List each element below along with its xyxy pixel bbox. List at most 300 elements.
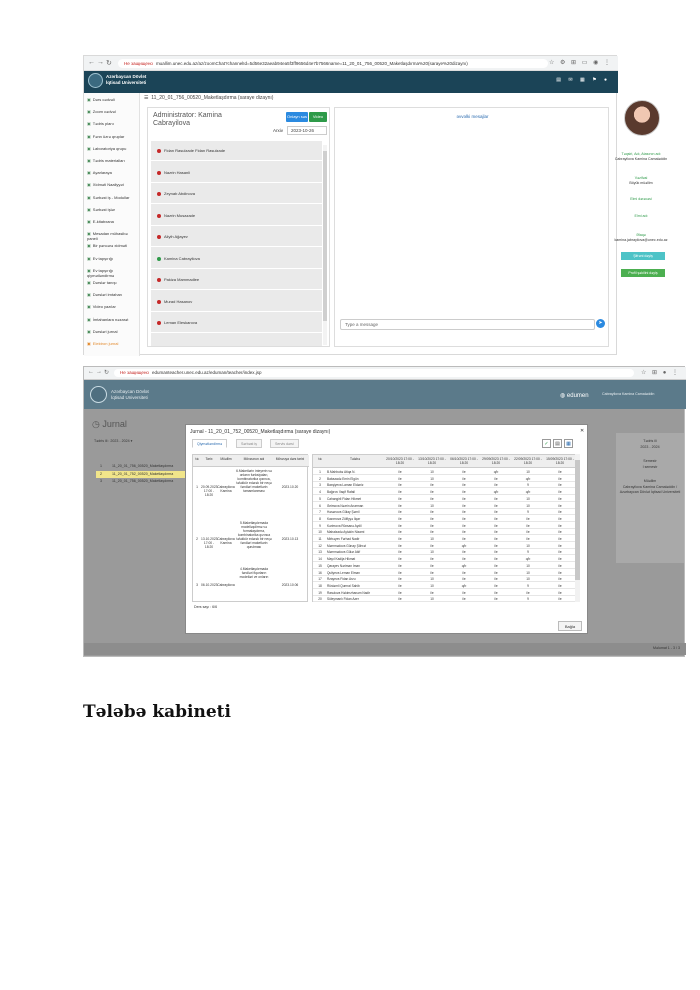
sidebar-item[interactable] xyxy=(87,219,139,224)
column-header[interactable]: 29/09/2023 17:00 - 18:20 xyxy=(482,457,510,465)
grade-cell[interactable]: 9 xyxy=(527,510,529,515)
grade-cell[interactable]: 10 xyxy=(430,537,434,541)
browser-extension-icons[interactable]: ☆ ⊞ ● ⋮ xyxy=(640,370,680,376)
grade-cell[interactable]: i/e xyxy=(462,597,466,602)
grade-cell[interactable]: i/e xyxy=(558,496,562,501)
grade-cell[interactable]: i/e xyxy=(494,496,498,501)
sidebar-item[interactable] xyxy=(87,182,139,187)
profile-value: Böyük müəllim xyxy=(629,180,653,185)
reload-icon[interactable]: ↻ xyxy=(106,60,112,67)
participant-item[interactable] xyxy=(151,313,322,333)
sidebar-item[interactable] xyxy=(87,231,139,241)
table-row[interactable] xyxy=(313,576,578,582)
grade-cell[interactable]: i/e xyxy=(430,557,434,562)
back-icon[interactable]: ← xyxy=(88,59,95,66)
grade-cell[interactable]: i/e xyxy=(526,516,530,521)
grade-cell[interactable]: i/e xyxy=(558,476,562,481)
breadcrumb: ☰ 11_20_01_756_00520_Maketlaşdırma (saraye dizaynı) xyxy=(144,95,274,101)
participant-name: Kamina Cabrayilova xyxy=(164,255,200,261)
address-url: edumanteacher.unec.edu.az/eduman/teacher/index.jsp xyxy=(151,370,262,375)
grade-cell[interactable]: 9 xyxy=(527,597,529,602)
status-dot xyxy=(157,257,161,261)
pager-bar xyxy=(84,643,686,655)
grade-cell[interactable]: i/e xyxy=(558,470,562,474)
university-header xyxy=(84,71,618,93)
grade-cell[interactable]: 10 xyxy=(526,503,530,508)
grade-cell[interactable]: 10 xyxy=(526,577,530,582)
grade-cell[interactable]: i/e xyxy=(494,590,498,595)
grade-cell[interactable]: i/e xyxy=(526,537,530,541)
menu-icon: ▣ xyxy=(87,97,91,102)
column-header[interactable]: Tarix xyxy=(205,457,213,461)
close-button[interactable]: Bağla xyxy=(558,621,582,631)
change-photo-button[interactable]: Profil şəkilini dəyiş xyxy=(621,269,665,277)
sidebar-item-label: Ev tapşırığı xyxy=(92,255,114,261)
grade-cell[interactable]: i/e xyxy=(430,543,434,548)
grade-cell[interactable]: i/e xyxy=(398,583,402,588)
grade-cell[interactable]: i/e xyxy=(398,550,402,555)
grade-cell[interactable]: i/e xyxy=(398,510,402,515)
export-icons xyxy=(542,439,582,451)
browser-toolbar xyxy=(84,367,686,380)
row-number: 9 xyxy=(319,523,321,528)
row-number: 3 xyxy=(100,479,102,483)
grade-cell[interactable]: i/e xyxy=(398,516,402,521)
table-row[interactable] xyxy=(313,583,578,589)
grade-cell[interactable]: i/e xyxy=(398,496,402,501)
lesson-cell: 3 xyxy=(196,583,198,587)
university-name: Azərbaycan Dövlət İqtisad Universiteti xyxy=(106,74,147,85)
grade-cell[interactable]: i/e xyxy=(558,597,562,602)
address-bar[interactable] xyxy=(114,369,634,377)
sidebar-item[interactable] xyxy=(87,256,139,261)
row-number: 20 xyxy=(318,597,322,602)
row-number: 10 xyxy=(318,530,322,535)
grade-cell[interactable]: i/e xyxy=(494,577,498,582)
sidebar xyxy=(84,93,140,356)
year-filter[interactable]: Tədris ili : 2023 - 2024 ▾ xyxy=(94,439,133,443)
participant-item[interactable] xyxy=(151,163,322,183)
table-row[interactable] xyxy=(313,529,578,535)
grade-cell[interactable]: 10 xyxy=(526,496,530,501)
student-name: Süleymanlı Fidan Azer xyxy=(327,597,359,602)
menu-icon: ▣ xyxy=(87,219,91,224)
participant-list xyxy=(151,141,322,346)
journal-modal xyxy=(185,424,588,634)
student-name: B.Mahbubə Atiqa N. xyxy=(327,470,356,474)
grade-cell[interactable]: 10 xyxy=(430,503,434,508)
sidebar-item[interactable] xyxy=(87,134,139,139)
participant-item[interactable] xyxy=(151,249,322,269)
grade-cell[interactable]: i/e xyxy=(494,570,498,575)
column-header[interactable]: Tələbə xyxy=(349,457,361,461)
column-header[interactable]: 13/10/2023 17:00 - 18:20 xyxy=(418,457,446,465)
grade-cell[interactable]: i/e xyxy=(494,557,498,562)
table-row[interactable] xyxy=(313,482,578,488)
sidebar-item[interactable] xyxy=(87,195,139,200)
grade-cell[interactable]: i/e xyxy=(398,523,402,528)
info-text: I semestr xyxy=(642,465,658,469)
grade-cell[interactable]: i/e xyxy=(558,503,562,508)
video-button[interactable]: Video xyxy=(309,112,327,122)
grade-cell[interactable]: i/e xyxy=(494,523,498,528)
column-header[interactable]: Mövzunun adı xyxy=(243,457,265,461)
grade-cell[interactable]: i/e xyxy=(558,557,562,562)
grade-cell[interactable]: i/e xyxy=(398,503,402,508)
app-name: ◍ edumen xyxy=(560,393,589,399)
grade-cell[interactable]: i/e xyxy=(494,530,498,535)
grades-table xyxy=(312,454,577,602)
grade-cell[interactable]: i/e xyxy=(430,563,434,568)
grade-cell[interactable]: i/e xyxy=(494,537,498,541)
grade-cell[interactable]: i/e xyxy=(494,583,498,588)
sidebar-item[interactable] xyxy=(87,97,139,102)
column-header[interactable]: № xyxy=(195,457,199,461)
grade-cell[interactable]: i/e xyxy=(462,503,466,508)
grade-cell[interactable]: i/e xyxy=(558,530,562,535)
messages-panel xyxy=(334,107,609,347)
grades-scrollbar[interactable] xyxy=(575,454,580,602)
lesson-cell: 4.Maketlaşdırmada fəndləri fiqurların modelləri ve onların xyxy=(239,567,269,579)
chat-screenshot xyxy=(83,55,668,355)
date-label: Arxiv xyxy=(273,128,283,133)
column-header[interactable]: 22/09/2023 17:00 - 18:20 xyxy=(514,457,542,465)
course-name: 11_20_01_756_00520_Maketlaşdırma xyxy=(112,479,174,483)
change-password-button[interactable]: Şifrəni dəyiş xyxy=(621,252,665,260)
column-header[interactable]: 15/09/2023 17:00 - 18:20 xyxy=(546,457,574,465)
grade-cell[interactable]: 10 xyxy=(526,543,530,548)
participant-item[interactable] xyxy=(151,292,322,312)
student-name: Mirbəyev Fərhad Nadir xyxy=(327,537,360,541)
grade-cell[interactable]: i/e xyxy=(462,577,466,582)
table-row[interactable] xyxy=(313,476,578,482)
sidebar-item[interactable] xyxy=(87,341,139,346)
student-name: Baxşiyeva Laman Eldəniz xyxy=(327,483,364,488)
column-header[interactable]: № xyxy=(318,457,322,461)
grade-cell[interactable]: i/e xyxy=(398,557,402,562)
sidebar-item-label: Mesadan mühasibə paneli xyxy=(87,231,128,242)
document-icon[interactable]: ▤ xyxy=(553,439,562,448)
university-logo xyxy=(90,386,107,403)
status-dot xyxy=(157,235,161,239)
grade-cell[interactable]: i/e xyxy=(430,523,434,528)
sidebar-item[interactable] xyxy=(87,304,139,309)
profile-line xyxy=(611,176,671,185)
grade-cell[interactable]: i/e xyxy=(462,476,466,481)
sidebar-item[interactable] xyxy=(87,268,139,278)
grade-cell[interactable]: i/e xyxy=(398,483,402,488)
grade-cell[interactable]: 10 xyxy=(526,563,530,568)
grade-cell[interactable]: i/e xyxy=(494,516,498,521)
grade-cell[interactable]: i/e xyxy=(398,597,402,602)
sidebar-item[interactable] xyxy=(87,121,139,126)
sidebar-item-label: Dərsləri jurnal xyxy=(92,328,118,334)
row-number: 17 xyxy=(318,577,322,582)
column-header[interactable]: Mövzuya dərs tarixi xyxy=(275,457,305,461)
sidebar-item-label: Dərsləri imtahan xyxy=(92,292,122,298)
grade-cell[interactable]: i/e xyxy=(494,483,498,488)
grade-cell[interactable]: i/e xyxy=(398,570,402,575)
grade-cell[interactable]: 10 xyxy=(430,583,434,588)
grade-cell[interactable]: 10 xyxy=(526,470,530,474)
grade-cell[interactable]: i/e xyxy=(494,476,498,481)
online-voice-button[interactable]: Onlayn səs xyxy=(286,112,308,122)
course-name: 11_20_01_756_00520_Maketlaşdırma xyxy=(112,464,174,468)
table-row[interactable] xyxy=(313,489,578,495)
grade-cell[interactable]: i/e xyxy=(430,490,434,495)
grade-cell[interactable]: i/e xyxy=(462,510,466,515)
participant-item[interactable] xyxy=(151,270,322,290)
sidebar-item[interactable] xyxy=(87,207,139,212)
column-header[interactable]: 20/10/2023 17:00 - 18:20 xyxy=(386,457,414,465)
user-name[interactable]: Cabrayilova Kamina Camaləddin xyxy=(602,392,655,396)
lessons-table xyxy=(192,454,308,602)
sidebar-item-label: Fənn üzrə qruplar xyxy=(92,133,125,139)
grade-cell[interactable]: i/e xyxy=(494,597,498,602)
sidebar-item[interactable] xyxy=(87,317,139,322)
student-name: Mahalzadə Aytəkin Nizami xyxy=(327,530,365,535)
grade-cell[interactable]: i/e xyxy=(398,543,402,548)
participants-panel xyxy=(147,107,330,347)
participant-item[interactable] xyxy=(151,184,322,204)
address-url: muallim.unec.edu.az/az/zoomChat?channelId=5d56e32aeab94ea5f3ff9656d4e7b7566name=11_20_01_756_00520_Maketlaşdırma%20(saraye%20dizaynı) xyxy=(155,61,468,66)
address-bar[interactable] xyxy=(118,59,548,68)
grade-cell[interactable]: i/e xyxy=(558,516,562,521)
grade-cell[interactable]: i/e xyxy=(430,510,434,515)
sidebar-item-label: Tədris planı xyxy=(92,121,114,127)
grade-cell[interactable]: i/e xyxy=(430,590,434,595)
grade-cell[interactable]: i/e xyxy=(462,557,466,562)
lesson-cell: 1 xyxy=(196,485,198,489)
lesson-cell: 2023.10.13 xyxy=(281,537,299,541)
grade-cell[interactable]: i/e xyxy=(462,530,466,535)
student-name: Məmmədova Günay Şöhrət xyxy=(327,543,366,548)
sidebar-item[interactable] xyxy=(87,158,139,163)
excel-icon[interactable]: ▦ xyxy=(564,439,573,448)
table-row[interactable] xyxy=(313,496,578,502)
column-header[interactable]: 06/10/2023 17:00 - 18:20 xyxy=(450,457,478,465)
profile-line xyxy=(611,197,671,202)
lesson-count: Ders sayı : 6/6 xyxy=(194,605,218,609)
grade-cell[interactable]: i/e xyxy=(462,470,466,474)
grade-cell[interactable]: q/b xyxy=(525,557,531,562)
grade-cell[interactable]: i/e xyxy=(558,490,562,495)
grade-cell[interactable]: i/e xyxy=(558,563,562,568)
grade-cell[interactable]: i/e xyxy=(430,483,434,488)
grade-cell[interactable]: i/e xyxy=(430,516,434,521)
participant-item[interactable] xyxy=(151,227,322,247)
grade-cell[interactable]: 10 xyxy=(430,577,434,582)
student-name: Babazadə Emin Elgün xyxy=(327,476,359,481)
lesson-cell: Cabrayilova Kamina xyxy=(217,537,235,545)
menu-icon: ▣ xyxy=(87,292,91,298)
status-dot xyxy=(157,321,161,325)
message-input[interactable]: Type a message xyxy=(340,319,595,330)
grade-cell[interactable]: i/e xyxy=(558,537,562,541)
grade-cell[interactable]: i/e xyxy=(558,583,562,588)
table-row[interactable] xyxy=(313,590,578,596)
grade-cell[interactable]: i/e xyxy=(558,510,562,515)
grade-cell[interactable]: i/e xyxy=(398,563,402,568)
sidebar-item[interactable] xyxy=(87,243,139,248)
pager-info: Məlumat 1 - 3 / 3 xyxy=(653,646,680,650)
grade-cell[interactable]: i/e xyxy=(398,577,402,582)
participant-item[interactable] xyxy=(151,141,322,161)
menu-icon: ▣ xyxy=(87,231,91,237)
grade-cell[interactable]: i/e xyxy=(398,590,402,595)
row-number: 18 xyxy=(318,583,322,588)
table-row[interactable] xyxy=(313,469,578,475)
grade-cell[interactable]: q/b xyxy=(525,476,531,481)
profile-line xyxy=(611,152,671,161)
grade-cell[interactable]: i/e xyxy=(398,490,402,495)
grade-cell[interactable]: i/e xyxy=(558,577,562,582)
sidebar-item[interactable] xyxy=(87,109,139,114)
table-row[interactable] xyxy=(313,570,578,576)
grade-cell[interactable]: i/e xyxy=(398,470,402,474)
menu-icon: ▣ xyxy=(87,194,91,200)
check-icon[interactable]: ✓ xyxy=(542,439,551,448)
sidebar-item[interactable] xyxy=(87,170,139,175)
sidebar-item[interactable] xyxy=(87,280,139,285)
grade-cell[interactable]: i/e xyxy=(462,570,466,575)
info-text: Cabrayilova Kamina Camaləddin / Azərbaycan Dövlət İqtisad Universiteti xyxy=(619,485,681,494)
grade-cell[interactable]: i/e xyxy=(558,550,562,555)
tab-independent-work[interactable]: Sərbəst iş xyxy=(236,439,262,448)
grade-cell[interactable]: i/e xyxy=(462,537,466,541)
table-row[interactable] xyxy=(313,549,578,555)
student-name: Bağırov Vaqif Rafail xyxy=(327,490,355,495)
forward-icon[interactable]: → xyxy=(96,369,102,375)
table-row[interactable] xyxy=(313,503,578,509)
lesson-cell: 06.10.2023 xyxy=(201,583,218,587)
profile-line xyxy=(611,233,671,242)
grade-cell[interactable]: i/e xyxy=(462,523,466,528)
grade-cell[interactable]: i/e xyxy=(558,483,562,488)
grade-cell[interactable]: i/e xyxy=(526,530,530,535)
grade-cell[interactable]: q/b xyxy=(461,543,467,548)
student-name: Əzimova Nəzrin Anarman xyxy=(327,503,364,508)
student-name: Həsənova Gülay Şəmil xyxy=(327,510,360,515)
sidebar-item[interactable] xyxy=(87,292,139,297)
grade-cell[interactable]: i/e xyxy=(430,496,434,501)
grade-cell[interactable]: i/e xyxy=(462,496,466,501)
grade-cell[interactable]: 10 xyxy=(430,476,434,481)
journal-screenshot xyxy=(83,366,685,657)
table-row[interactable] xyxy=(313,516,578,522)
grade-cell[interactable]: 10 xyxy=(430,550,434,555)
grade-cell[interactable]: q/b xyxy=(461,563,467,568)
back-icon[interactable]: ← xyxy=(88,369,94,375)
previous-messages-link[interactable]: əvvəlki mesajlar xyxy=(456,114,489,119)
column-header[interactable]: Müəllim xyxy=(220,457,232,461)
grade-cell[interactable]: i/e xyxy=(462,550,466,555)
grade-cell[interactable]: 9 xyxy=(527,483,529,488)
grade-cell[interactable]: 10 xyxy=(430,470,434,474)
lesson-cell: 6.Maketlərin inteyerin və onların funksiyaları, kombinatorika qızınca, təfəkkür edərək bir neçə fəndləri maketlərin tamamlanması xyxy=(236,469,272,493)
participant-name: Zeynab Abdinova xyxy=(164,191,195,196)
student-name: Rüstəmli Qumral Sahib xyxy=(327,583,360,588)
sidebar-item[interactable] xyxy=(87,329,139,334)
close-icon[interactable]: ✕ xyxy=(580,428,585,434)
grade-cell[interactable]: i/e xyxy=(558,570,562,575)
profile-key: Vəzifəsi xyxy=(634,176,648,180)
grade-cell[interactable]: i/e xyxy=(462,483,466,488)
table-row[interactable] xyxy=(313,596,578,602)
browser-extension-icons[interactable]: ☆ ⚙ ⊞ ▭ ◉ ⋮ xyxy=(548,60,612,66)
grade-cell[interactable]: i/e xyxy=(558,543,562,548)
modal-title: Jurnal - 11_20_01_752_00520_Maketlaşdırma (saraye dizaynı) xyxy=(190,429,331,435)
tab-service-lesson[interactable]: Servis dərsi xyxy=(270,439,299,448)
grade-cell[interactable]: i/e xyxy=(494,550,498,555)
row-number: 5 xyxy=(319,496,321,501)
grade-cell[interactable]: 9 xyxy=(527,550,529,555)
menu-icon: ▣ xyxy=(87,243,91,249)
grade-cell[interactable]: i/e xyxy=(462,516,466,521)
grade-cell[interactable]: 10 xyxy=(430,597,434,602)
grade-cell[interactable]: i/e xyxy=(558,523,562,528)
grade-cell[interactable]: i/e xyxy=(430,530,434,535)
send-icon[interactable]: ➤ xyxy=(596,319,605,328)
participant-item[interactable] xyxy=(151,206,322,226)
course-name: 11_20_01_752_00520_Maketlaşdırma xyxy=(112,471,174,476)
sidebar-item[interactable] xyxy=(87,146,139,151)
table-row[interactable] xyxy=(313,563,578,569)
grade-cell[interactable]: i/e xyxy=(494,503,498,508)
row-number: 4 xyxy=(319,490,321,495)
grade-cell[interactable]: i/e xyxy=(494,543,498,548)
grade-cell[interactable]: i/e xyxy=(526,523,530,528)
table-row[interactable] xyxy=(313,509,578,515)
table-row[interactable] xyxy=(313,556,578,562)
grade-cell[interactable]: q/b xyxy=(493,470,499,474)
grade-cell[interactable]: i/e xyxy=(430,570,434,575)
grade-cell[interactable]: i/e xyxy=(398,476,402,481)
row-number: 19 xyxy=(318,590,322,595)
grade-cell[interactable]: i/e xyxy=(398,530,402,535)
grade-cell[interactable]: q/b xyxy=(461,583,467,588)
grade-cell[interactable]: i/e xyxy=(462,490,466,495)
grade-cell[interactable]: i/e xyxy=(494,510,498,515)
header-icons[interactable]: ▤ ✉ ▦ ⚑ ● xyxy=(556,77,610,83)
participant-scrollbar[interactable] xyxy=(323,145,327,345)
menu-icon: ▣ xyxy=(87,341,91,346)
grade-cell[interactable]: q/b xyxy=(525,490,531,495)
participant-name: Murad Hasanov xyxy=(164,298,193,304)
lesson-cell: 2023.10.06 xyxy=(281,583,299,587)
grade-cell[interactable]: 9 xyxy=(527,583,529,588)
grade-cell[interactable]: i/e xyxy=(494,563,498,568)
participant-name: Nazrin Musazade xyxy=(164,212,196,218)
grade-cell[interactable]: 10 xyxy=(526,570,530,575)
menu-icon: ▣ xyxy=(87,182,91,188)
forward-icon[interactable]: → xyxy=(97,59,104,66)
grade-cell[interactable]: i/e xyxy=(462,590,466,595)
grade-cell[interactable]: i/e xyxy=(558,590,562,595)
grade-cell[interactable]: i/e xyxy=(526,590,530,595)
lesson-cell: Cabrayilova Kamina xyxy=(217,485,235,493)
sidebar-item-label: Laboratoriya qrupu xyxy=(92,145,127,151)
date-input[interactable]: 2023-10-26 xyxy=(287,126,327,135)
tab-grading[interactable]: Qiymətləndirmə xyxy=(192,439,227,448)
table-row[interactable] xyxy=(313,523,578,529)
table-row[interactable] xyxy=(313,543,578,549)
reload-icon[interactable]: ↻ xyxy=(104,370,110,376)
grade-cell[interactable]: i/e xyxy=(398,537,402,541)
info-card xyxy=(616,433,684,563)
grade-cell[interactable]: q/b xyxy=(493,490,499,495)
table-row[interactable] xyxy=(313,536,578,542)
